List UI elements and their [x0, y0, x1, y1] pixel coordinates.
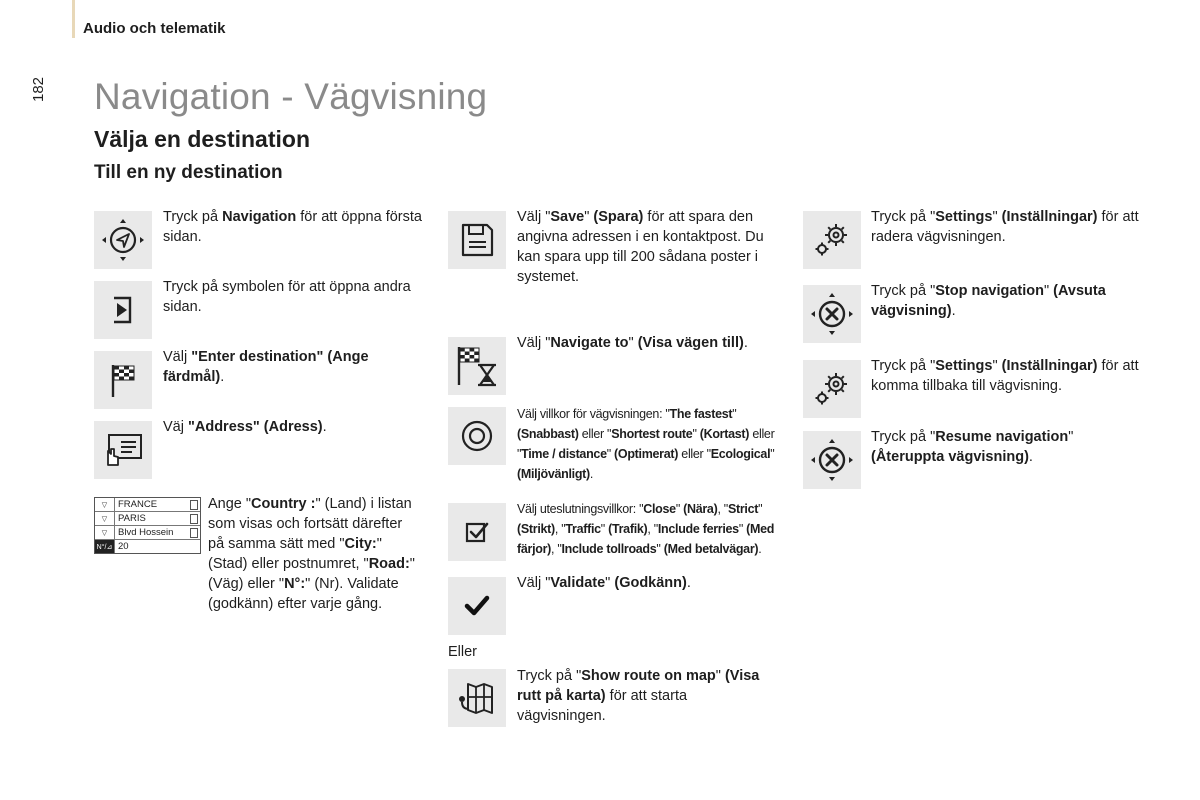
address-card-icon	[94, 421, 152, 479]
address-row-country[interactable]	[95, 498, 200, 512]
step-save-text: Välj "Save" (Spara) för att spara den angivna adressen i en kontaktpost. Du kan spara upp till 200 sådana poster i systemet.	[517, 209, 764, 285]
page-forward-icon	[94, 281, 152, 339]
or-label: Eller	[448, 644, 478, 660]
step-navigate-to-text: Välj "Navigate to" (Visa vägen till).	[517, 335, 748, 351]
address-value: FRANCE	[118, 499, 158, 510]
checkered-flag-icon	[94, 351, 152, 409]
address-value: PARIS	[118, 513, 146, 524]
navigation-icon	[94, 211, 152, 269]
field-end-marker	[190, 528, 198, 538]
resume-navigation-icon	[803, 431, 861, 489]
field-end-marker	[190, 500, 198, 510]
dropdown-arrow-icon: ▽	[95, 498, 115, 511]
save-icon	[448, 211, 506, 269]
checkbox-icon	[448, 503, 506, 561]
dropdown-arrow-icon: ▽	[95, 526, 115, 539]
step-country-text: Ange "Country :" (Land) i listan som visas och fortsätt därefter på samma sätt med "City:" (Stad) eller postnumret, "Road:" (Väg) eller "N°:" (Nr). Validate (godkänn) efter varje gång.	[208, 496, 415, 612]
address-value: 20	[118, 541, 129, 552]
address-entry-table	[94, 497, 201, 554]
dropdown-arrow-icon: ▽	[95, 512, 115, 525]
header-accent-bar	[72, 0, 75, 38]
field-end-marker	[190, 514, 198, 524]
step-criteria-text: Välj villkor för vägvisningen: "The fastest" (Snabbast) eller "Shortest route" (Kortast) eller "Time / distance" (Optimerat) eller "Ecological" (Miljövänligt).	[517, 407, 775, 481]
step-settings-clear-text: Tryck på "Settings" (Inställningar) för att radera vägvisningen.	[871, 209, 1139, 245]
target-circle-icon	[448, 407, 506, 465]
page-number: 182	[30, 76, 47, 102]
step-navigation-text: Tryck på Navigation för att öppna första sidan.	[163, 209, 422, 245]
address-value: Blvd Hossein	[118, 527, 174, 538]
step-validate-text: Välj "Validate" (Godkänn).	[517, 575, 691, 591]
section-title: Audio och telematik	[83, 20, 226, 37]
flag-hourglass-icon	[448, 337, 506, 395]
settings-gears-icon	[803, 211, 861, 269]
address-row-number[interactable]	[95, 540, 200, 553]
map-route-icon	[448, 669, 506, 727]
address-row-road[interactable]	[95, 526, 200, 540]
step-settings-return-text: Tryck på "Settings" (Inställningar) för att komma tillbaka till vägvisning.	[871, 358, 1139, 394]
step-stop-navigation-text: Tryck på "Stop navigation" (Avsuta vägvisning).	[871, 283, 1106, 319]
sub-heading: Till en ny destination	[94, 162, 283, 183]
step-resume-navigation-text: Tryck på "Resume navigation" (Återuppta vägvisning).	[871, 429, 1074, 465]
address-row-city[interactable]	[95, 512, 200, 526]
step-show-route-text: Tryck på "Show route on map" (Visa rutt på karta) för att starta vägvisningen.	[517, 668, 760, 724]
checkmark-icon	[448, 577, 506, 635]
number-key: N°/⊿	[95, 540, 115, 553]
page-title: Navigation - Vägvisning	[94, 76, 488, 117]
step-exclusions-text: Välj uteslutningsvillkor: "Close" (Nära), "Strict" (Strikt), "Traffic" (Trafik), "Include ferries" (Med färjor), "Include tollroads" (Med betalvägar).	[517, 502, 775, 556]
step-symbol-text: Tryck på symbolen för att öppna andra sidan.	[163, 279, 411, 315]
stop-navigation-icon	[803, 285, 861, 343]
settings-gears-icon	[803, 360, 861, 418]
section-heading: Välja en destination	[94, 126, 310, 152]
step-enter-destination-text: Välj "Enter destination" (Ange färdmål).	[163, 349, 369, 385]
step-address-text: Väj "Address" (Adress).	[163, 419, 327, 435]
